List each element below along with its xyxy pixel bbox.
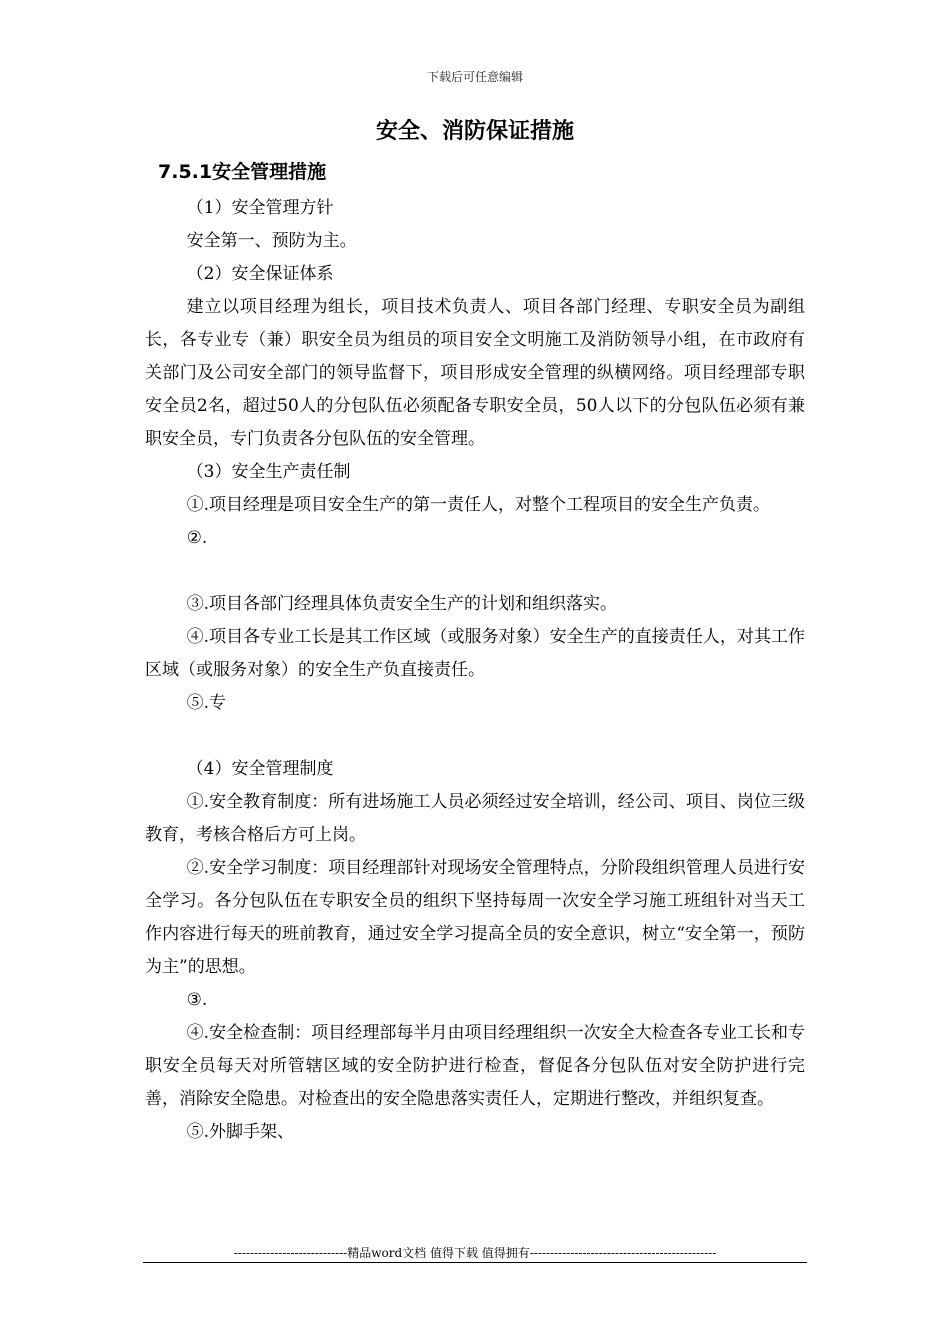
blank-line — [145, 555, 805, 588]
blank-line — [145, 720, 805, 753]
footer-text: ----------------------------精品word文档 值得下载 值得拥有---------------------------------------------- — [233, 1246, 717, 1260]
paragraph: （1）安全管理方针 — [186, 198, 334, 218]
footer-divider — [143, 1262, 807, 1263]
paragraph: ⑤.专 — [186, 693, 227, 713]
paragraph: （4）安全管理制度 — [186, 759, 334, 779]
paragraph: ③.项目各部门经理具体负责安全生产的计划和组织落实。 — [186, 594, 618, 614]
paragraph: ③. — [186, 990, 208, 1010]
paragraph: 建立以项目经理为组长，项目技术负责人、项目各部门经理、专职安全员为副组长，各专业专（兼）职安全员为组员的项目安全文明施工及消防领导小组，在市政府有关部门及公司安全部门的领导监督下，项目形成安全管理的纵横网络。项目经理部专职安全员2名，超过50人的分包队伍必须配备专职安全员，50人以下的分包队伍必须有兼职安全员，专门负责各分包队伍的安全管理。 — [145, 297, 805, 449]
paragraph: ①.安全教育制度：所有进场施工人员必须经过安全培训，经公司、项目、岗位三级教育，考核合格后方可上岗。 — [145, 792, 805, 845]
document-body — [145, 192, 805, 1149]
paragraph: （3）安全生产责任制 — [186, 462, 351, 482]
paragraph: ④.安全检查制：项目经理部每半月由项目经理组织一次安全大检查各专业工长和专职安全员每天对所管辖区域的安全防护进行检查，督促各分包队伍对安全防护进行完善，消除安全隐患。对检查出的安全隐患落实责任人，定期进行整改，并组织复查。 — [145, 1023, 805, 1109]
paragraph: ①.项目经理是项目安全生产的第一责任人，对整个工程项目的安全生产负责。 — [186, 495, 771, 515]
paragraph: ②. — [186, 528, 208, 548]
header-note: 下载后可任意编辑 — [426, 70, 523, 84]
paragraph: 安全第一、预防为主。 — [186, 231, 357, 251]
paragraph: ⑤.外脚手架、 — [186, 1122, 295, 1142]
paragraph: ④.项目各专业工长是其工作区域（或服务对象）安全生产的直接责任人，对其工作区域（或服务对象）的安全生产负直接责任。 — [145, 627, 805, 680]
paragraph: （2）安全保证体系 — [186, 264, 334, 284]
paragraph: ②.安全学习制度：项目经理部针对现场安全管理特点，分阶段组织管理人员进行安全学习。各分包队伍在专职安全员的组织下坚持每周一次安全学习施工班组针对当天工作内容进行每天的班前教育，通过安全学习提高全员的安全意识，树立“安全第一，预防为主”的思想。 — [145, 858, 805, 977]
section-heading: 7.5.1安全管理措施 — [158, 161, 327, 183]
document-title: 安全、消防保证措施 — [375, 119, 574, 144]
